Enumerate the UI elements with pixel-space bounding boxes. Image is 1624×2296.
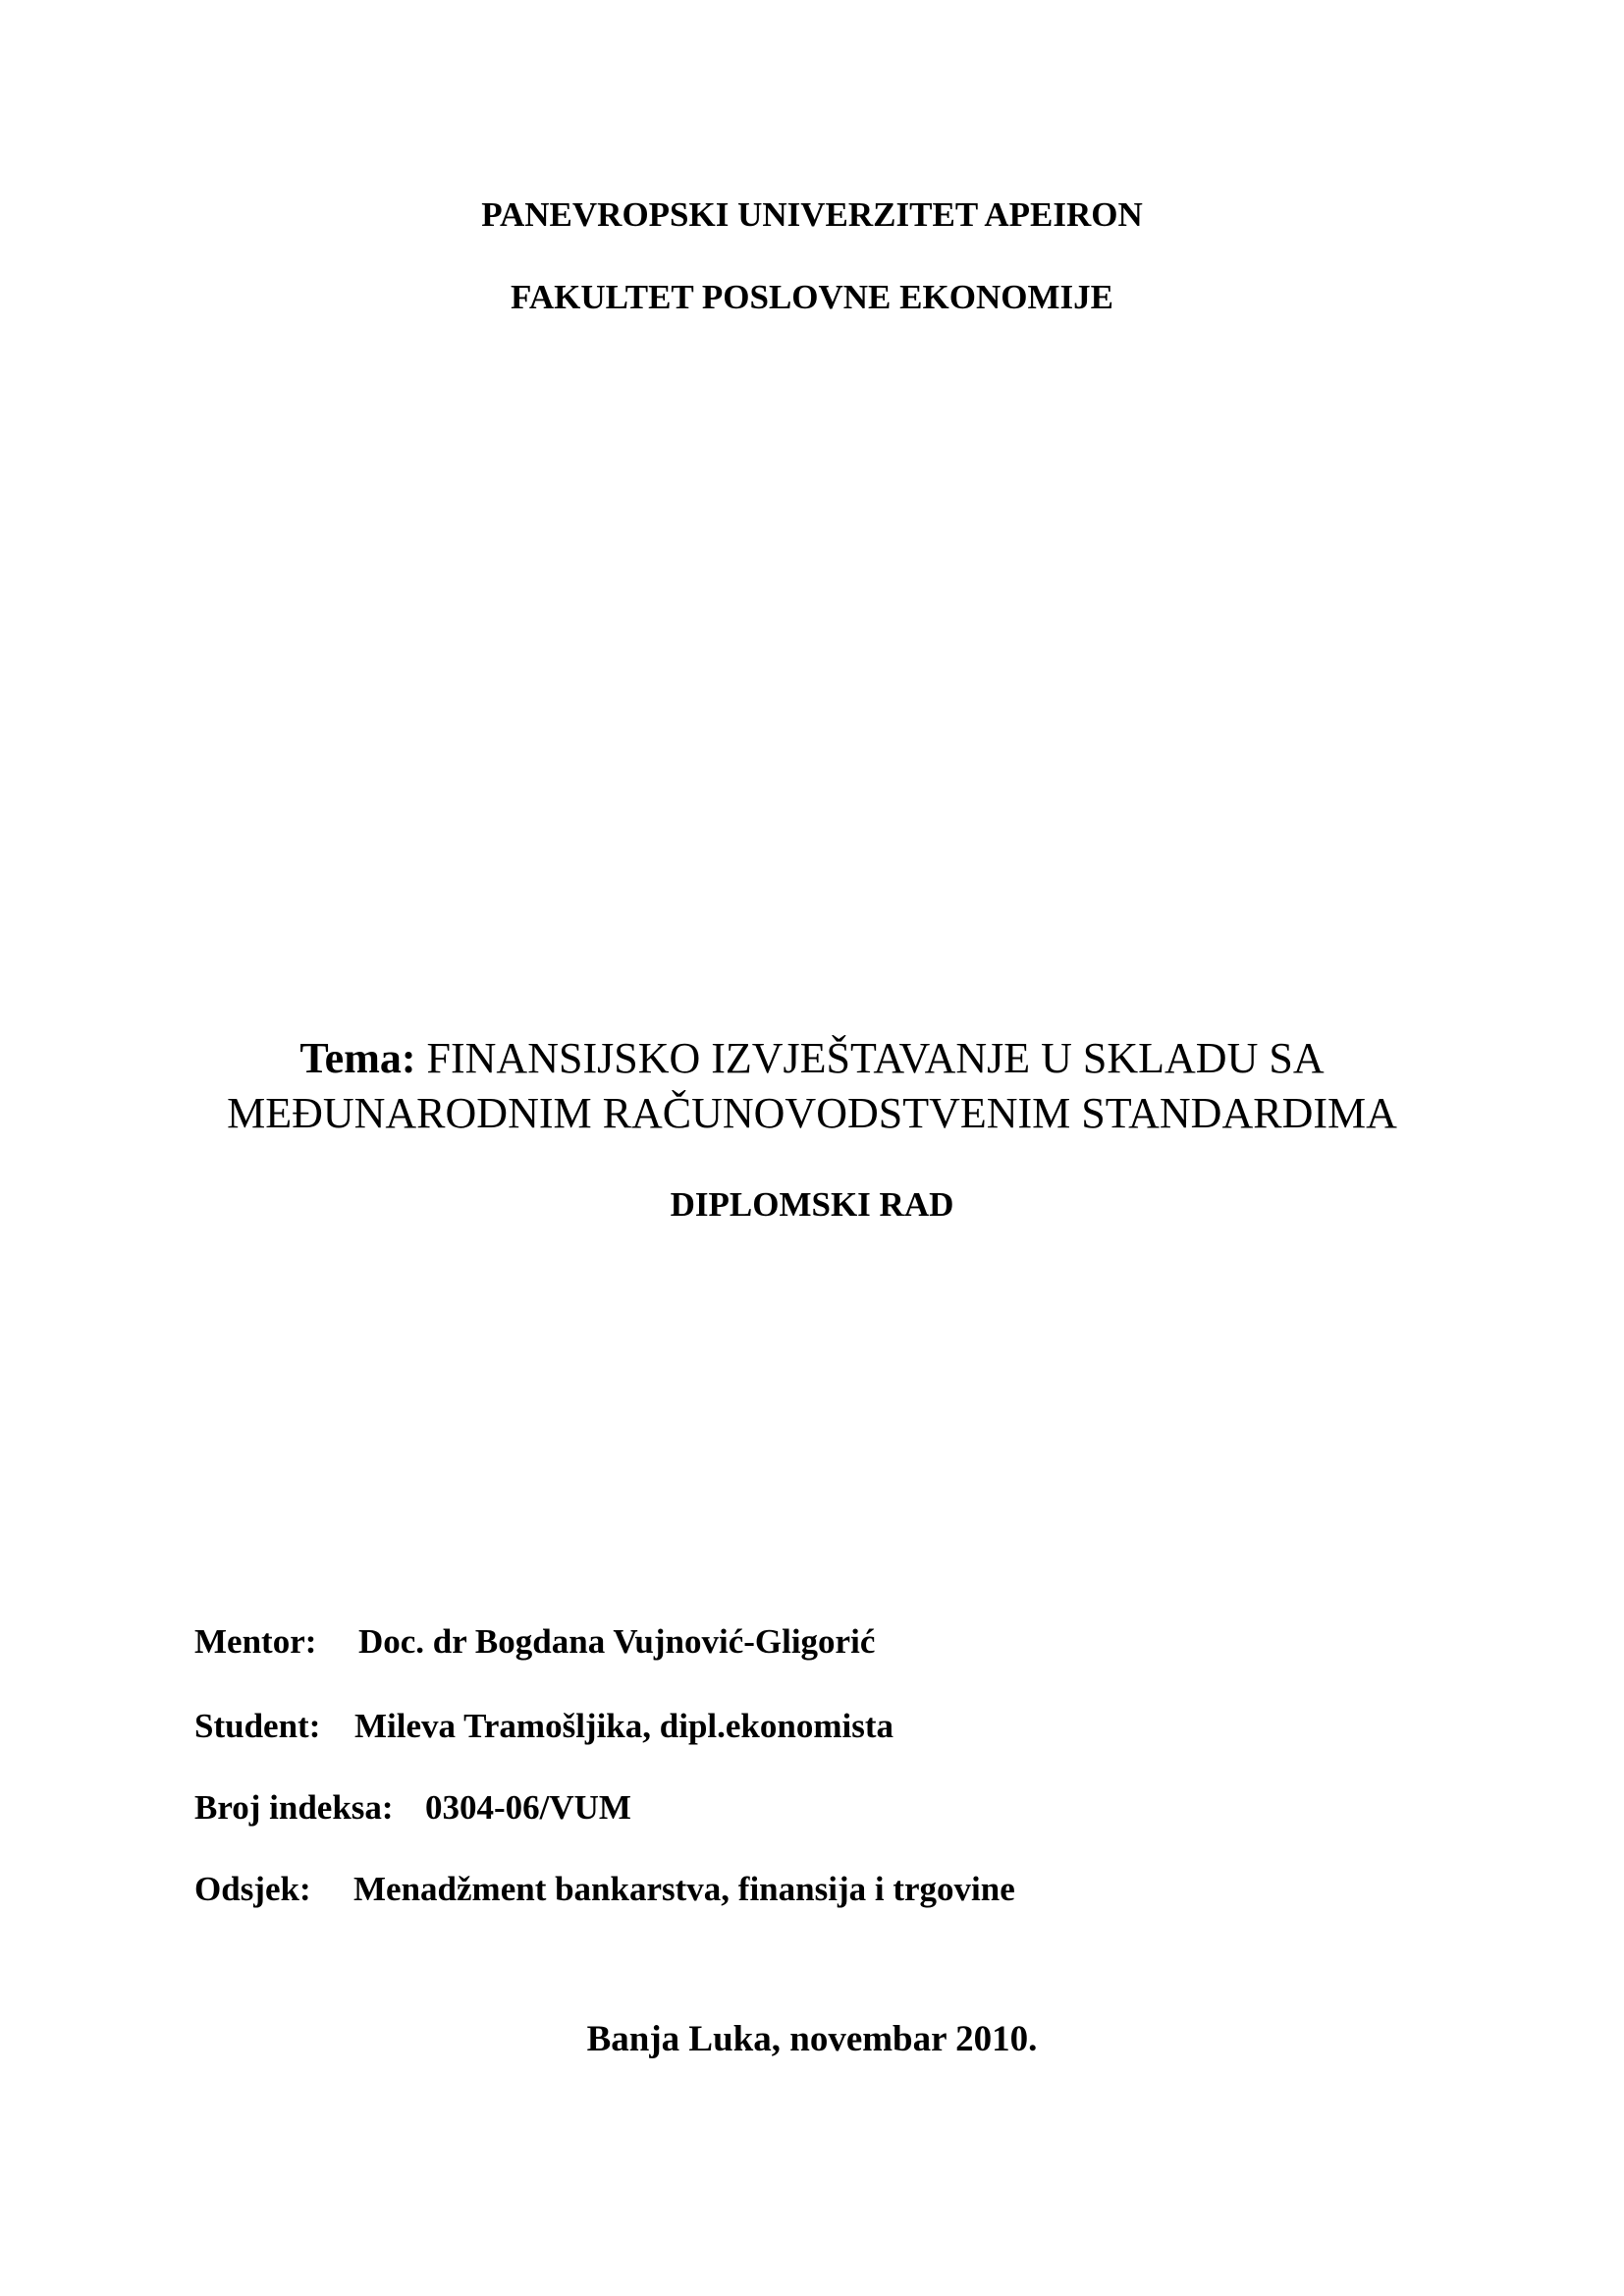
place-and-date: Banja Luka, novembar 2010. [586, 2019, 1038, 2059]
mentor-label: Mentor: [194, 1622, 317, 1661]
topic-title-line-2: MEĐUNARODNIM RAČUNOVODSTVENIM STANDARDIMA [227, 1089, 1397, 1137]
university-name: PANEVROPSKI UNIVERZITET APEIRON [481, 195, 1143, 234]
faculty-name: FAKULTET POSLOVNE EKONOMIJE [511, 278, 1113, 316]
thesis-topic [0, 1031, 1624, 1141]
document-type: DIPLOMSKI RAD [670, 1185, 954, 1224]
index-value: 0304-06/VUM [425, 1788, 631, 1827]
mentor-value: Doc. dr Bogdana Vujnović-Gligorić [358, 1622, 876, 1661]
topic-title-line-1: FINANSIJSKO IZVJEŠTAVANJE U SKLADU SA [426, 1034, 1325, 1082]
student-label: Student: [194, 1707, 321, 1745]
department-row [194, 1869, 1015, 1910]
index-label: Broj indeksa: [194, 1788, 394, 1827]
index-row [194, 1787, 631, 1829]
thesis-topic-line-1 [0, 1031, 1624, 1086]
student-row [194, 1706, 893, 1747]
topic-label: Tema: [299, 1034, 416, 1082]
department-value: Menadžment bankarstva, finansija i trgovine [353, 1870, 1015, 1908]
mentor-row [194, 1621, 875, 1663]
student-value: Mileva Tramošljika, dipl.ekonomista [354, 1707, 894, 1745]
department-label: Odsjek: [194, 1870, 311, 1908]
